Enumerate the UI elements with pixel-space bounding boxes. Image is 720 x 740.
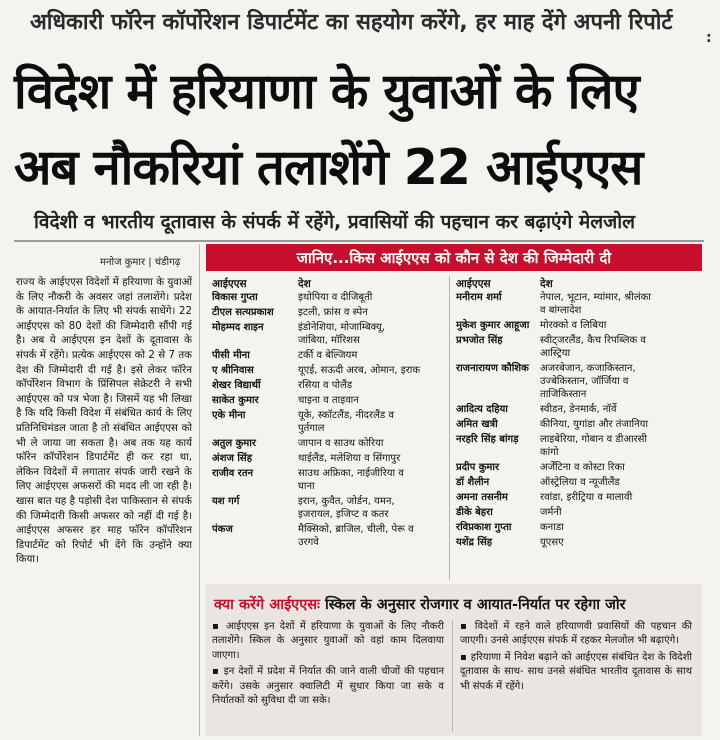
right-country-header: देश <box>540 278 553 290</box>
column-divider <box>199 244 200 736</box>
right-assignment-table <box>456 291 706 581</box>
country-list: इटली, फ्रांस व स्पेन <box>298 307 368 318</box>
country-list: थाईलैंड, मलेशिया व सिंगापुर <box>298 453 401 464</box>
headline-line-2: अब नौकरियां तलाशेंगे 22 आईएएस <box>14 139 643 196</box>
country-list: इरान, कुवैत, जोर्डन, यमन, <box>298 496 395 507</box>
country-list: कीनिया, युगांडा और तंजानिया <box>540 419 649 430</box>
country-list: मोरक्को व लिबिया <box>540 320 607 331</box>
country-list: कांगो <box>540 447 559 458</box>
left-country-header: देश <box>298 278 311 290</box>
country-list: यूएसए <box>540 537 564 548</box>
edge-mark: : <box>706 30 712 46</box>
officer-name: नरहरि सिंह बांगड़ <box>456 434 519 445</box>
country-list: स्वीट्जरलैंड, कैच रिपब्लिक व <box>540 335 646 346</box>
country-list: इंडोनेशिया, मोजाम्बिक्यू, <box>298 322 385 333</box>
info-banner: जानिए...किस आईएएस को कौन से देश की जिम्मेदारी दी <box>206 244 702 271</box>
country-list: इजरायल, इजिप्ट व कतर <box>298 509 389 520</box>
officer-name: यशेंद्र सिंह <box>456 537 493 548</box>
country-list: ताजिकिस्तान <box>540 389 587 400</box>
officer-name: ए श्रीनिवास <box>212 365 254 376</box>
box-point: ▪ हरियाणा में निवेश बढ़ाने को आईएएस संबंधित देश के विदेशी दूतावास के साथ- साथ उनसे संबंधित भारतीय दूतावास के साथ भी संपर्क में रहेंगे। <box>460 651 692 692</box>
country-list: इथोपिया व दीजिबूती <box>298 292 373 303</box>
country-list: अर्जेंटिना व कोस्टा रिका <box>540 462 625 473</box>
country-list: कनाडा <box>540 522 564 533</box>
officer-name: मुकेश कुमार आहूजा <box>456 320 530 331</box>
box-title-rest: स्किल के अनुसार रोजगार व आयात-निर्यात पर रहेगा जोर <box>325 597 626 613</box>
country-list: चाइना व ताइवान <box>298 395 359 406</box>
country-list: अजरबेजान, कजाकिस्तान, <box>540 363 636 374</box>
country-list: जापान व साउथ कोरिया <box>298 438 384 449</box>
country-list: साउथ अफ्रिका, नाईजीरिया व <box>298 468 404 479</box>
officer-name: यश गर्ग <box>212 496 240 507</box>
box-point: ▪ विदेशों में रहने वाले हरियाणवी प्रवासियों की पहचान की जाएगी। उनसे आईएएस संपर्क में रहकर मेलजोल भी बढ़ाएंगे। <box>460 621 692 647</box>
country-list: यूके, स्कॉटलैंड, नीदरलैंड व <box>298 410 394 421</box>
officer-name: विकास गुप्ता <box>212 292 258 303</box>
country-list: यूएई, सऊदी अरब, ओमान, इराक <box>298 365 421 376</box>
officer-name: प्रदीप कुमार <box>456 462 500 473</box>
box-title-prefix: क्या करेंगे आईएएसः <box>214 597 320 613</box>
box-left-column <box>212 620 444 710</box>
officer-name: मनीराम शर्मा <box>456 292 502 303</box>
country-list: ऑस्ट्रेलिया व न्यूजीलैंड <box>540 477 620 488</box>
officer-name: एके मीना <box>212 410 246 421</box>
officer-name: प्रभजोत सिंह <box>456 335 503 346</box>
officer-name: अमना तसनीम <box>456 492 508 503</box>
officer-name: टीएल सत्यप्रकाश <box>212 307 274 318</box>
officer-name: डॉ शैलीन <box>456 477 490 488</box>
officer-name: अमित खत्री <box>456 419 498 430</box>
article-body <box>16 276 192 568</box>
table-divider <box>449 276 450 580</box>
right-officer-header: आईएएस <box>456 278 491 290</box>
box-divider <box>452 620 453 732</box>
officer-name: रविप्रकाश गुप्ता <box>456 522 512 533</box>
officer-name: अंशज सिंह <box>212 453 253 464</box>
country-list: टर्की व बेल्जियम <box>298 350 358 361</box>
officer-name: पंकज <box>212 524 233 535</box>
officer-name: अतुल कुमार <box>212 438 256 449</box>
country-list: नेपाल, भूटान, म्यांमार, श्रीलंका <box>540 292 651 303</box>
country-list: जर्मनी <box>540 507 562 518</box>
box-right-column <box>460 620 692 696</box>
left-officer-header: आईएएस <box>212 278 247 290</box>
country-list: लाइबेरिया, गोबान व डीआरसी <box>540 434 648 445</box>
country-list: रसिया व पोलैंड <box>298 380 353 391</box>
officer-name: साकेत कुमार <box>212 395 259 406</box>
kicker-line: अधिकारी फॉरेन कॉर्पोरेशन डिपार्टमेंट का सहयोग करेंगे, हर माह देंगे अपनी रिपोर्ट <box>30 10 673 35</box>
box-point: ▪ इन देशों में प्रदेश में निर्यात की जाने वाली चीजों की पहचान करेंगे। उसके अनुसार क्वालिटी में सुधार किया जा सके व निर्यातकों को सुविधा दी जा सके। <box>212 666 444 707</box>
country-list: जांबिया, मॉरिशस <box>298 335 360 346</box>
box-title <box>214 594 626 614</box>
officer-name: पीसी मीना <box>212 350 250 361</box>
country-list: पुर्तगाल <box>298 423 325 434</box>
country-list: उरगवे <box>298 537 319 548</box>
country-list: उज्बेकिस्तान, जॉर्जिया व <box>540 376 629 387</box>
headline-line-1: विदेश में हरियाणा के युवाओं के लिए <box>14 63 639 120</box>
officer-name: आदित्य दहिया <box>456 404 508 415</box>
country-list: रवांडा, इरीट्रिया व मालावी <box>540 492 633 503</box>
country-list: घाना <box>298 481 315 492</box>
byline: मनोज कुमार | चंडीगढ़ <box>100 257 181 268</box>
officer-name: राजीव रतन <box>212 468 254 479</box>
officer-name: शेखर विद्यार्थी <box>212 380 261 391</box>
country-list: मैक्सिको, ब्राजिल, चीली, पेरू व <box>298 524 414 535</box>
officer-name: डीके बेहरा <box>456 507 493 518</box>
article-paragraph: राज्य के आईएएस विदेशों में हरियाणा के युवाओं के लिए नौकरी के अवसर जहां तलाशेंगे। प्रदेश के आयात-निर्यात के लिए भी संपर्क साधेंगे। 22 आईएएस को 80 देशों की जिम्मेदारी सौंपी गई है। अब ये आईएएस इन देशों के दूतावास के संपर्क में रहेंगे। प्रत्येक आईएएस को 2 से 7 तक देश की जिम्मेदारी दी गई है। इसे लेकर फॉरेन कॉर्पोरेशन विभाग के प्रिंसिपल सेक्रेटरी ने सभी आईएएस को पत्र भेजा है। जिसमें यह भी लिखा है कि यदि किसी विदेश में संबंधित कार्य के लिए प्रतिनिधिमंडल जाता है तो संबंधित आईएएस को भी ले जाया जा सकता है। अब तक यह कार्य फॉरेन कॉर्पोरेशन डिपार्टमेंट ही कर रहा था, लेकिन विदेशों में लगातार संपर्क जारी रखने के लिए आईएएस अफसरों की मदद ली जा रही है। खास बात यह है पड़ोसी देश पाकिस्तान से संपर्क की जिम्मेदारी किसी अफसर को नहीं दी गई है। आईएएस अफसर हर माह फॉरेन कॉर्पोरेशन डिपार्टमेंट को रिपोर्ट भी देंगे कि उन्होंने क्या किया। <box>16 277 192 566</box>
divider-rule <box>14 240 704 242</box>
officer-name: राजनारायण कौशिक <box>456 363 529 374</box>
deck-subheading: विदेशी व भारतीय दूतावास के संपर्क में रहेंगे, प्रवासियों की पहचान कर बढ़ाएंगे मेलजोल <box>34 211 636 233</box>
left-assignment-table <box>212 291 448 581</box>
officer-name: मोहम्मद शाइन <box>212 322 264 333</box>
box-point: ▪ आईएएस इन देशों में हरियाणा के युवाओं के लिए नौकरी तलाशेंगे। स्किल के अनुसार युवाओं को वहां काम दिलवाया जाएगा। <box>212 621 444 661</box>
country-list: स्वीडन, डेनमार्क, नॉर्वे <box>540 404 617 415</box>
country-list: व बांग्लादेश <box>540 305 582 316</box>
country-list: आस्ट्रिया <box>540 348 571 359</box>
